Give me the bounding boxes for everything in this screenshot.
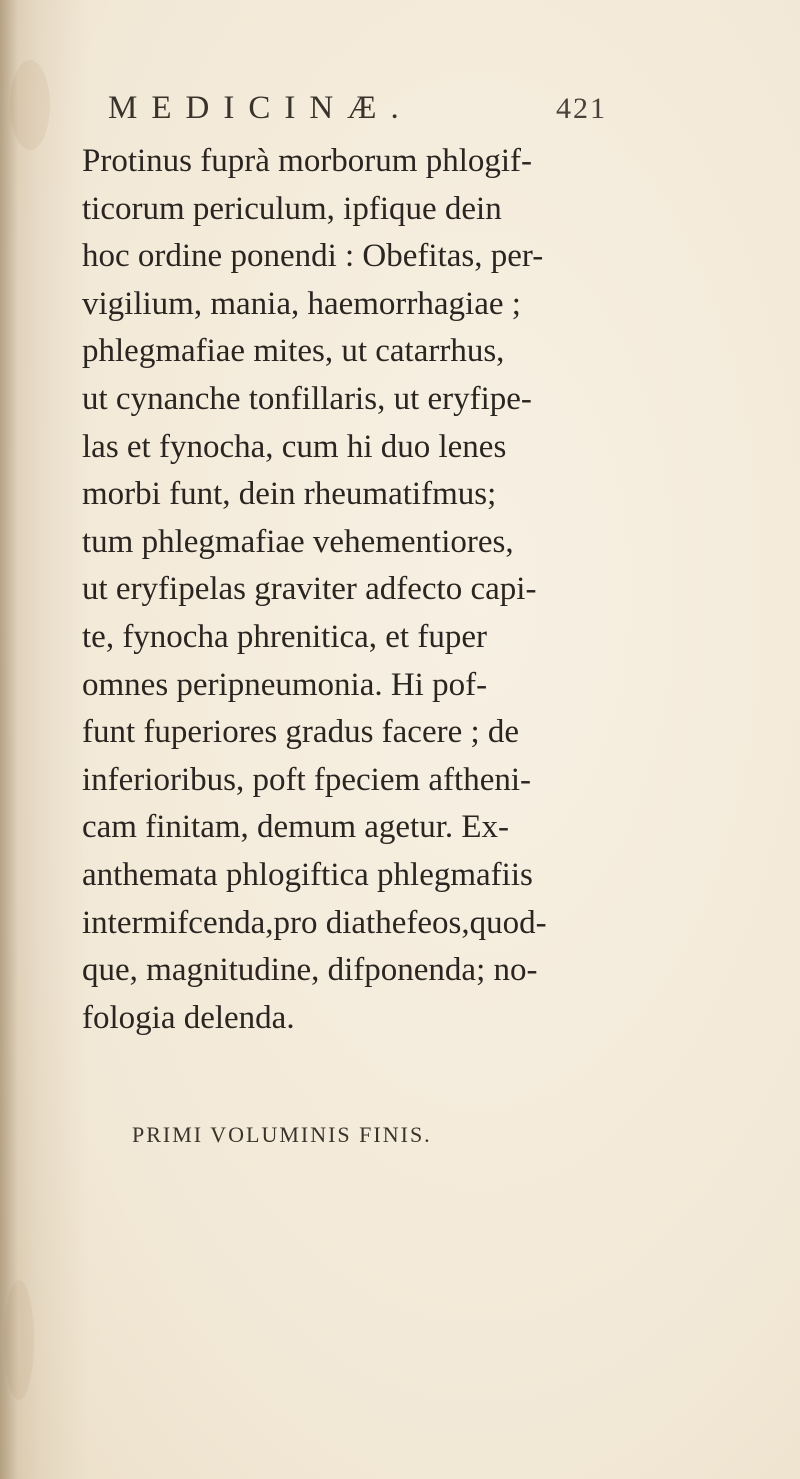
text-line: inferioribus, poft fpeciem aftheni- [82, 761, 531, 798]
text-line: funt fuperiores gradus facere ; de [82, 714, 520, 751]
text-line: que, magnitudine, difponenda; no- [82, 952, 538, 989]
text-line: morbi funt, dein rheumatifmus; [82, 476, 497, 513]
running-head-title: MEDICINÆ. [108, 90, 413, 126]
text-line: phlegmafiae mites, ut catarrhus, [82, 333, 505, 370]
text-line: cam finitam, demum agetur. Ex- [82, 809, 510, 846]
text-line: ut eryfipelas graviter adfecto capi- [82, 571, 537, 608]
gutter-shadow [0, 0, 18, 1479]
text-line: ut cynanche tonfillaris, ut eryfipe- [82, 380, 532, 417]
paper-stain [10, 60, 50, 150]
text-line: tum phlegmafiae vehementiores, [82, 523, 514, 560]
paper-stain [4, 1280, 34, 1400]
text-line: Protinus fuprà morborum phlogif- [82, 143, 533, 179]
page-number: 421 [556, 92, 607, 125]
text-line: vigilium, mania, haemorrhagiae ; [82, 285, 521, 322]
text-line: te, fynocha phrenitica, et fuper [82, 618, 487, 655]
running-head [108, 90, 728, 134]
text-line: ticorum periculum, ipfique dein [82, 190, 502, 227]
body-text [82, 138, 752, 1042]
text-line: omnes peripneumonia. Hi pof- [82, 666, 488, 703]
text-line: intermifcenda,pro diathefeos,quod- [82, 904, 547, 941]
text-line: hoc ordine ponendi : Obefitas, per- [82, 238, 544, 275]
text-line: anthemata phlogiftica phlegmafiis [82, 856, 533, 893]
text-line: las et fynocha, cum hi duo lenes [82, 428, 507, 465]
volume-end-note: PRIMI VOLUMINIS FINIS. [132, 1122, 432, 1147]
text-line: fologia delenda. [82, 999, 295, 1036]
